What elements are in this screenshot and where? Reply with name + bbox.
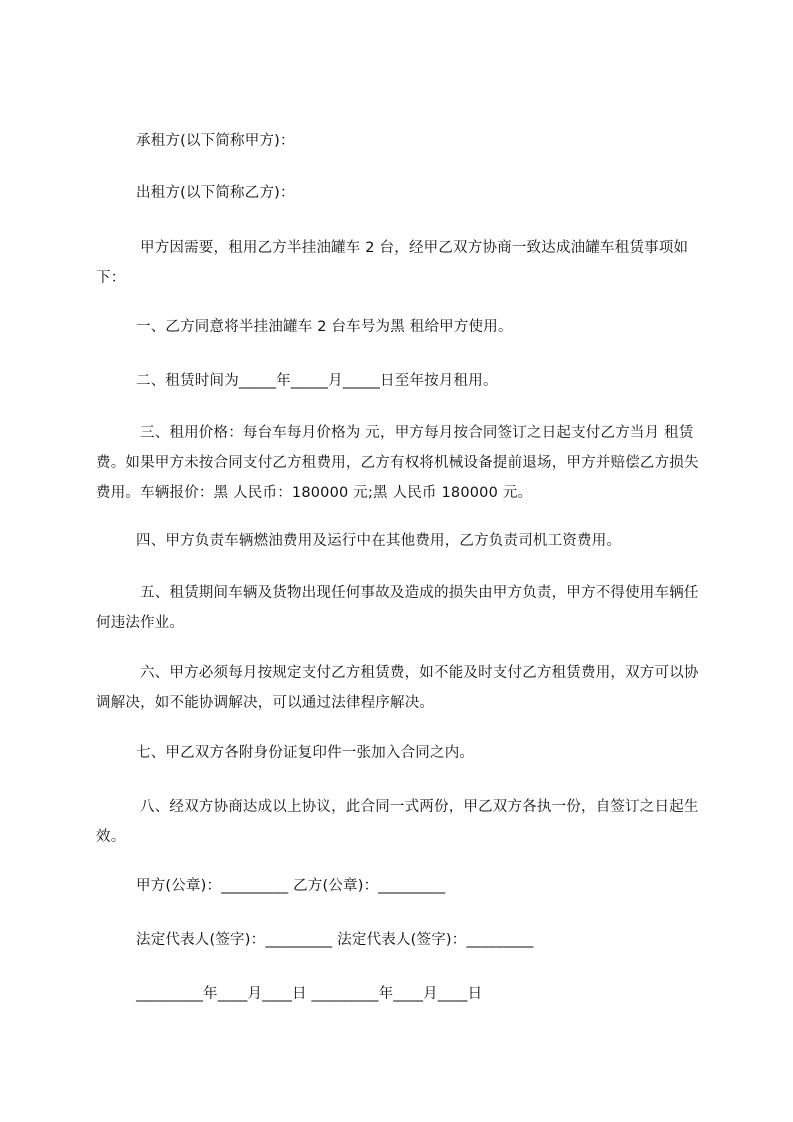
clause-5: 五、租赁期间车辆及货物出现任何事故及造成的损失由甲方负责，甲方不得使用车辆任何违法作业。 <box>96 585 699 631</box>
lessee-line: 承租方(以下简称甲方)： <box>136 133 295 149</box>
clause-1: 一、乙方同意将半挂油罐车 2 台车号为黑 租给甲方使用。 <box>136 319 513 335</box>
clause-4: 四、甲方负责车辆燃油费用及运行中在其他费用，乙方负责司机工资费用。 <box>136 533 622 549</box>
representative-signature-line: 法定代表人(签字)：_________ 法定代表人(签字)：_________ <box>136 932 534 948</box>
date-line: _________年____月____日 _________年____月____日 <box>136 986 483 1002</box>
preamble-paragraph: 甲方因需要，租用乙方半挂油罐车 2 台，经甲乙双方协商一致达成油罐车租赁事项如下： <box>96 240 689 286</box>
lessor-line: 出租方(以下简称乙方)： <box>136 185 295 201</box>
clause-8: 八、经双方协商达成以上协议，此合同一式两份，甲乙双方各执一份，自签订之日起生效。 <box>96 799 699 845</box>
clause-3: 三、租用价格：每台车每月价格为 元，甲方每月按合同签订之日起支付乙方当月 租赁费。如果甲方未按合同支付乙方租费用，乙方有权将机械设备提前退场，甲方并赔偿乙方损失费用。车辆报价：黑 人民币：180000 元;黑 人民币 180000 元。 <box>96 425 699 501</box>
clause-6: 六、甲方必须每月按规定支付乙方租赁费，如不能及时支付乙方租赁费用，双方可以协调解决，如不能协调解决，可以通过法律程序解决。 <box>96 665 699 711</box>
seal-signature-line: 甲方(公章)：_________ 乙方(公章)：_________ <box>136 878 446 894</box>
clause-2: 二、租赁时间为_____年_____月_____日至年按月租用。 <box>136 373 498 389</box>
clause-7: 七、甲乙双方各附身份证复印件一张加入合同之内。 <box>136 745 475 761</box>
